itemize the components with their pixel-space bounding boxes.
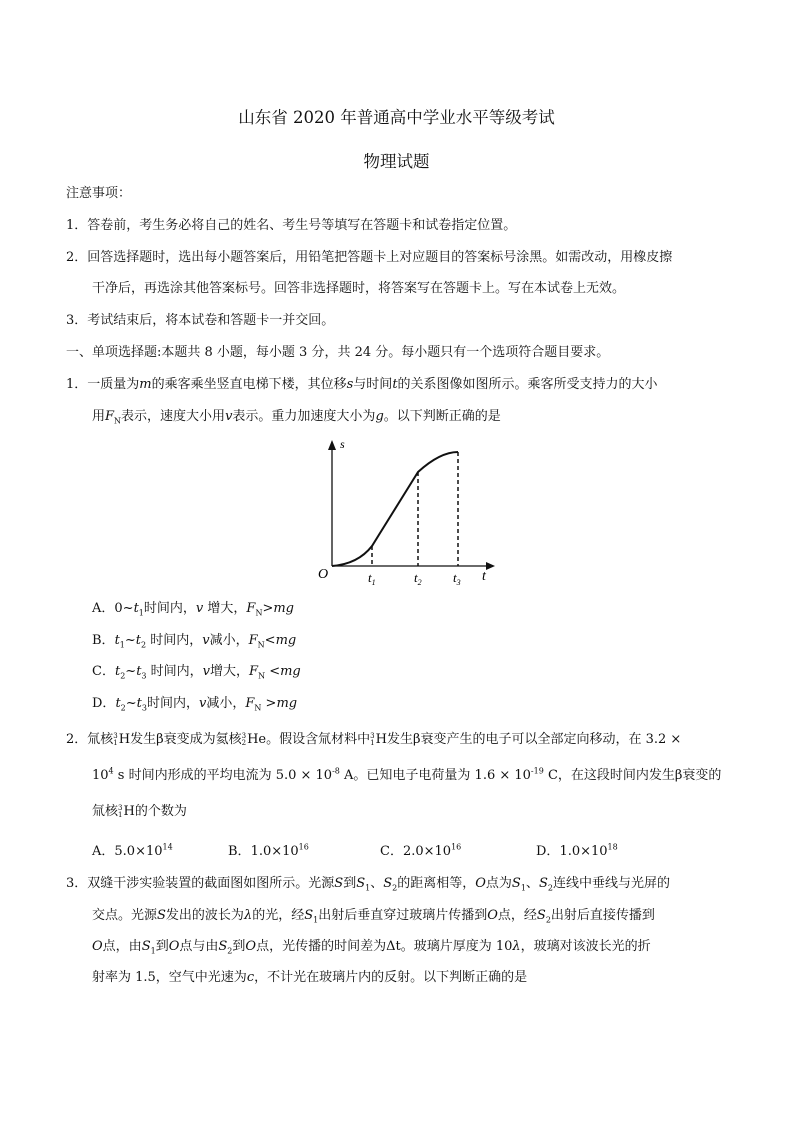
q2-line-3: 氚核 3 1 H的个数为: [92, 803, 187, 819]
q2-option-a[interactable]: A．$5.0\times 10^{14}$: [92, 842, 173, 859]
exam-title: 山东省 2020 年普通高中学业水平等级考试: [238, 108, 555, 127]
q1-line-1: 1．一质量为m的乘客乘坐竖直电梯下楼，其位移s与时间t的关系图像如图所示。乘客所受支持力的大小: [66, 377, 658, 392]
notice-heading: 注意事项：: [66, 186, 132, 201]
x-axis-label: t: [482, 569, 486, 584]
y-axis-label: s: [340, 437, 345, 451]
q1-option-a[interactable]: A．$0\sim t_1$时间内，v 增大，$F_N>mg$: [92, 601, 294, 618]
q2-option-c[interactable]: C．$2.0\times 10^{16}$: [380, 842, 462, 859]
x-axis-arrow: [486, 562, 495, 570]
tritium-nuclide: 3 1 H: [370, 731, 387, 747]
q2-option-d[interactable]: D．$1.0\times 10^{18}$: [536, 842, 618, 859]
section-heading: 一、单项选择题:本题共 8 小题，每小题 3 分，共 24 分。每小题只有一个选项符合题目要求。: [66, 345, 610, 360]
y-axis-arrow: [328, 440, 336, 450]
notice-item-3: 3．考试结束后，将本试卷和答题卡一并交回。: [66, 313, 335, 328]
q1-line-2: 用$F_N$表示，速度大小用v表示。重力加速度大小为g。以下判断正确的是: [92, 409, 501, 426]
subject-title: 物理试题: [363, 152, 430, 171]
q3-line-2: 交点。光源S发出的波长为λ的光，经$S_1$出射后垂直穿过玻璃片传播到O点，经$S_2$出射后直接传播到: [92, 908, 655, 925]
origin-label: O: [318, 567, 329, 582]
s-t-curve: [332, 452, 458, 566]
displacement-time-graph: [310, 430, 510, 590]
q3-line-4: 射率为 1.5，空气中光速为c，不计光在玻璃片内的反射。以下判断正确的是: [92, 970, 528, 985]
tritium-nuclide: 3 1 H: [113, 731, 131, 747]
tick-t2: $t_2$: [414, 570, 422, 587]
q3-line-1: 3．双缝干涉实验装置的截面图如图所示。光源S到$S_1$、$S_2$的距离相等，O点为$S_1$、$S_2$连线中垂线与光屏的: [66, 876, 670, 893]
tick-t3: $t_3$: [453, 570, 461, 587]
notice-item-1: 1．答卷前，考生务必将自己的姓名、考生号等填写在答题卡和试卷指定位置。: [66, 218, 517, 233]
notice-item-2a: 2．回答选择题时，选出每小题答案后，用铅笔把答题卡上对应题目的答案标号涂黑。如需改动，用橡皮擦: [66, 250, 673, 265]
q3-line-3: O点，由$S_1$到O点与由$S_2$到O点，光传播的时间差为Δt。玻璃片厚度为 10λ，玻璃对该波长光的折: [92, 939, 651, 956]
notice-item-2b: 干净后，再选涂其他答案标号。回答非选择题时，将答案写在答题卡上。写在本试卷上无效。: [92, 281, 626, 296]
q1-option-b[interactable]: B．$t_1\sim t_2$ 时间内，v减小，$F_N<mg$: [92, 633, 297, 650]
tritium-nuclide: 3 1 H: [118, 803, 135, 819]
q2-option-b[interactable]: B．$1.0\times 10^{16}$: [228, 842, 309, 859]
helium-nuclide: 3 2 He: [241, 731, 267, 747]
q2-line-1: 2．氚核 3 1 H发生β衰变成为氦核 3 2 He。假设含氚材料中 3 1 H发生β衰变产生的电子可以全部定向移动，在 3.2 ×: [66, 731, 682, 747]
q1-option-c[interactable]: C．$t_2\sim t_3$ 时间内，v增大，$F_N <mg$: [92, 664, 301, 681]
tick-t1: $t_1$: [368, 570, 376, 587]
q1-option-d[interactable]: D．$t_2\sim t_3$时间内，v减小，$F_N >mg$: [92, 696, 298, 713]
q2-line-2: $10^4$ s 时间内形成的平均电流为 $5.0 \times 10^{-8}$ A。已知电子电荷量为 $1.6 \times 10^{-19}$ C，在这段时间内发生β衰变的: [92, 766, 722, 783]
